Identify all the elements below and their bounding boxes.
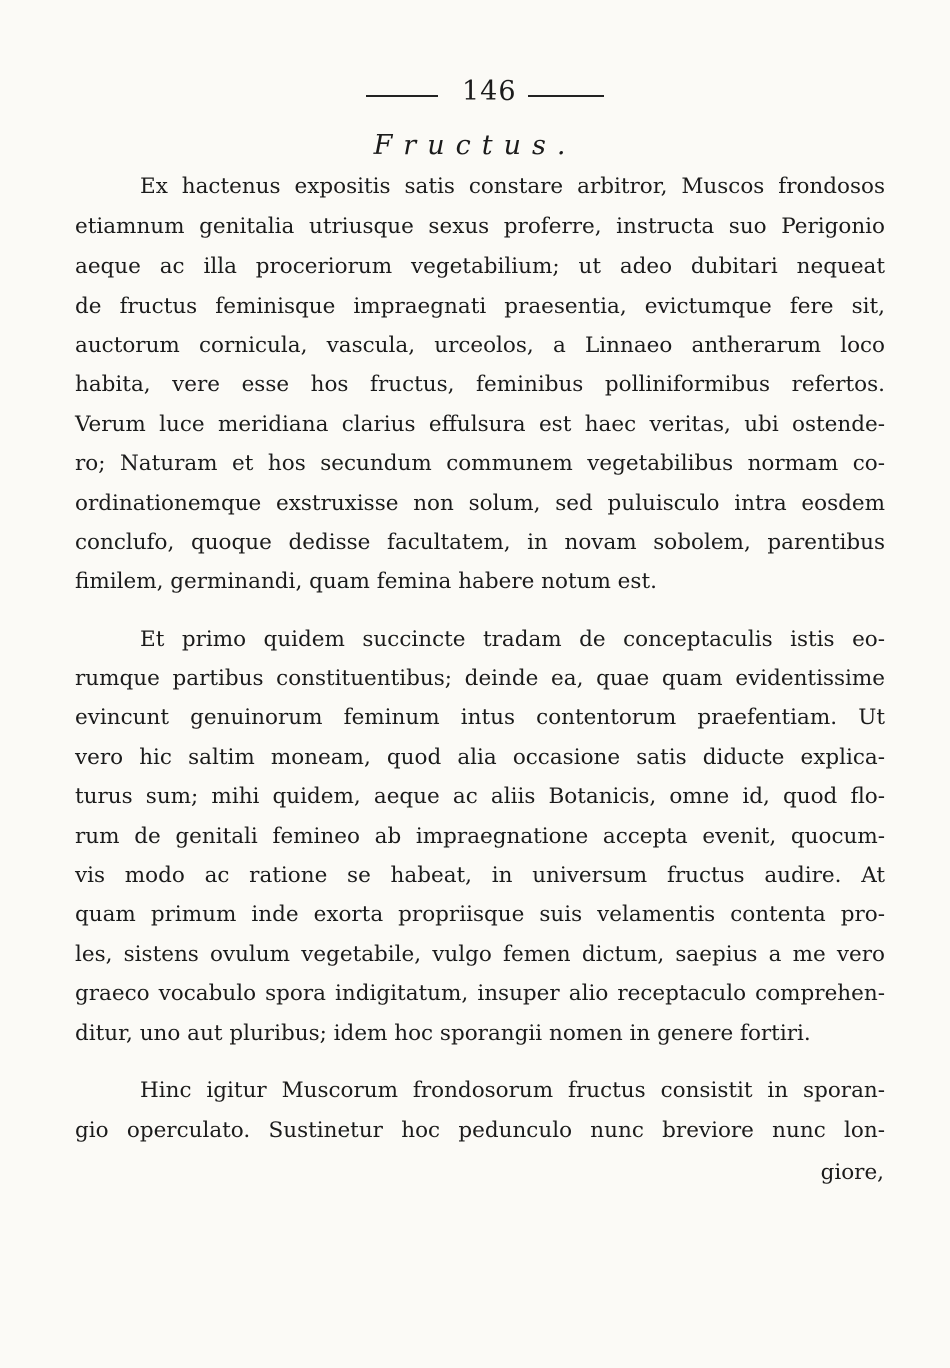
- text-line: Verum luce meridiana clarius effulsura est haec veritas, ubi ostende-: [75, 412, 885, 437]
- text-line: habita, vere esse hos fructus, feminibus polliniformibus refertos.: [75, 372, 885, 397]
- text-line: fimilem, germinandi, quam femina habere notum est.: [75, 569, 657, 594]
- text-line: vis modo ac ratione se habeat, in universum fructus audire. At: [75, 863, 885, 888]
- text-line: quam primum inde exorta propriisque suis velamentis contenta pro-: [75, 902, 885, 927]
- text-line: evincunt genuinorum feminum intus contentorum praefentiam. Ut: [75, 705, 885, 730]
- text-line: turus sum; mihi quidem, aeque ac aliis Botanicis, omne id, quod flo-: [75, 784, 885, 809]
- text-line: Hinc igitur Muscorum frondosorum fructus consistit in sporan-: [140, 1078, 885, 1103]
- text-line: graeco vocabulo spora indigitatum, insuper alio receptaculo comprehen-: [75, 981, 885, 1006]
- page-number: 146: [462, 76, 517, 107]
- text-line: ditur, uno aut pluribus; idem hoc sporangii nomen in genere fortiri.: [75, 1021, 811, 1046]
- catchword: giore,: [820, 1160, 884, 1185]
- text-line: rumque partibus constituentibus; deinde ea, quae quam evidentissime: [75, 666, 885, 691]
- text-line: de fructus feminisque impraegnati praesentia, evictumque fere sit,: [75, 294, 885, 319]
- text-line: aeque ac illa proceriorum vegetabilium; ut adeo dubitari nequeat: [75, 254, 885, 279]
- header-rule-right: [528, 95, 604, 97]
- text-line: Ex hactenus expositis satis constare arbitror, Muscos frondosos: [140, 174, 885, 199]
- text-line: gio operculato. Sustinetur hoc pedunculo nunc breviore nunc lon-: [75, 1118, 885, 1143]
- text-line: etiamnum genitalia utriusque sexus proferre, instructa suo Perigonio: [75, 214, 885, 239]
- text-line: Et primo quidem succincte tradam de conceptaculis istis eo-: [140, 627, 885, 652]
- text-line: ro; Naturam et hos secundum communem vegetabilibus normam co-: [75, 451, 885, 476]
- text-line: les, sistens ovulum vegetabile, vulgo femen dictum, saepius a me vero: [75, 942, 885, 967]
- text-line: vero hic saltim moneam, quod alia occasione satis diducte explica-: [75, 745, 885, 770]
- text-line: ordinationemque exstruxisse non solum, sed puluisculo intra eosdem: [75, 491, 885, 516]
- text-line: auctorum cornicula, vascula, urceolos, a Linnaeo antherarum loco: [75, 333, 885, 358]
- header-rule-left: [366, 95, 438, 97]
- text-line: rum de genitali femineo ab impraegnatione accepta evenit, quocum-: [75, 824, 885, 849]
- text-line: conclufo, quoque dedisse facultatem, in novam sobolem, parentibus: [75, 530, 885, 555]
- section-title: Fructus.: [373, 130, 577, 161]
